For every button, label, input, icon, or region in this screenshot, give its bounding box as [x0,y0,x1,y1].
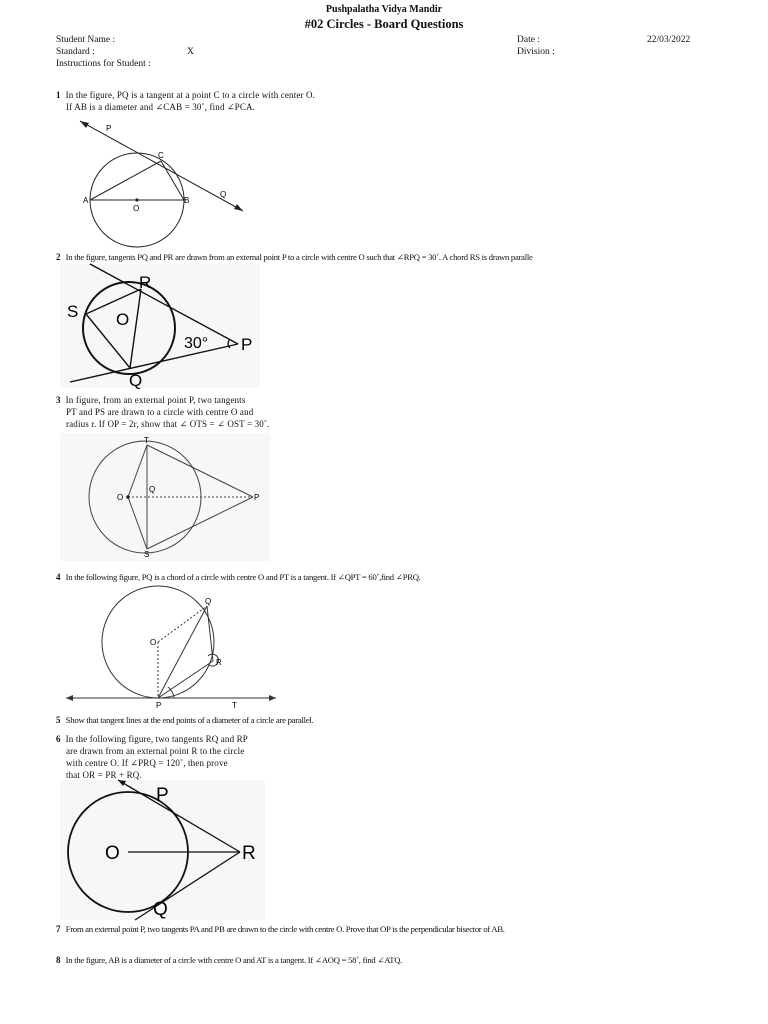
question-line: In the following figure, two tangents RQ and RP [65,734,248,744]
label-o: O [150,638,157,647]
question-line: that OR = PR + RQ. [66,770,142,780]
label-p: P [156,785,169,806]
question-line: PT and PS are drawn to a circle with centre O and [66,407,254,417]
question-number: 5 [56,715,61,725]
question-number: 6 [56,734,61,744]
figure-background [60,264,260,388]
label-o: O [117,493,124,502]
question-3 [56,394,270,430]
label-q: Q [129,371,143,390]
question-line: In the figure, AB is a diameter of a circle with centre O and AT is a tangent. If ∠AOQ = 58˚, find ∠ATQ. [65,955,403,965]
label-s: S [144,550,150,559]
chord-pr [158,661,213,698]
label-q: Q [220,190,227,199]
label-p: P [254,493,260,502]
question-line: From an external point P, two tangents PA and PB are drawn to the circle with centre O. Prove that OP is the perpendicular bisector of AB. [65,924,505,934]
arrow-head-left [66,695,73,701]
question-6 [56,733,248,781]
student-name-label: Student Name : [56,35,116,45]
label-s: S [67,302,79,321]
question-5 [56,714,313,726]
question-line: In the figure, PQ is a tangent at a point C to a circle with center O. [65,90,316,100]
label-o: O [105,843,120,864]
instructions-label: Instructions for Student : [56,59,151,69]
question-line: If AB is a diameter and ∠CAB = 30˚, find ∠PCA. [66,102,256,112]
label-r: R [139,273,152,292]
label-p: P [106,124,112,133]
figure-q1-tangent-diagram [60,115,250,225]
label-o: O [133,204,140,213]
figure-q2-tangents-diagram [60,264,260,388]
label-t: T [232,701,237,710]
date-label: Date : [517,35,540,45]
chord-pq [158,606,207,698]
question-number: 1 [56,90,61,100]
label-b: B [184,196,190,205]
label-o: O [116,310,130,329]
question-number: 7 [56,924,61,934]
question-number: 2 [56,252,61,262]
standard-value: X [187,47,194,57]
label-q: Q [153,899,168,920]
question-line: radius r. If OP = 2r, show that ∠ OTS = ∠ OST = 30˚. [66,419,270,429]
radius-oq-dashed [158,606,207,642]
school-name: Pushpalatha Vidya Mandir [325,4,443,15]
center-dot [135,198,138,201]
chord-qr [207,606,213,661]
label-p: P [241,335,253,354]
question-4 [56,571,421,583]
label-q: Q [205,597,212,606]
label-angle: 30° [184,335,209,352]
label-t: T [144,436,149,445]
question-line: are drawn from an external point R to the circle [66,746,245,756]
question-line: with centre O. If ∠PRQ = 120˚, then prove [66,758,228,768]
arrow-head-p [80,121,89,128]
label-p: P [156,701,162,710]
label-r: R [242,843,256,864]
figure-q4-chord-tangent-diagram [62,585,282,710]
center-dot [126,495,130,499]
label-r: R [216,658,222,667]
question-number: 3 [56,395,61,405]
division-label: Division : [517,47,555,57]
chord-ac [90,161,161,200]
figure-q6-tangents-diagram [60,780,265,920]
standard-label: Standard : [56,47,95,57]
arrow-head-right [269,695,276,701]
question-number: 4 [56,572,61,582]
question-line: In figure, from an external point P, two tangents [65,395,246,405]
question-line: In the figure, tangents PQ and PR are drawn from an external point P to a circle with centre O such that ∠RPQ = 30˚. A chord RS is drawn paralle [65,252,533,262]
question-8 [56,954,402,966]
label-q: Q [149,485,156,494]
question-1 [56,89,315,113]
chord-cb [161,161,184,200]
figure-q3-tangents-diagram [60,433,270,561]
worksheet-title: #02 Circles - Board Questions [304,17,464,31]
label-c: C [158,151,164,160]
label-a: A [83,196,89,205]
question-line: Show that tangent lines at the end points of a diameter of a circle are parallel. [65,715,314,725]
question-line: In the following figure, PQ is a chord of a circle with centre O and PT is a tangent. If ∠QPT = 60˚,find ∠PRQ. [65,572,421,582]
question-7 [56,923,505,935]
date-value: 22/03/2022 [647,35,691,45]
question-number: 8 [56,955,61,965]
question-2 [56,251,746,263]
arrow-head-q [234,204,243,211]
